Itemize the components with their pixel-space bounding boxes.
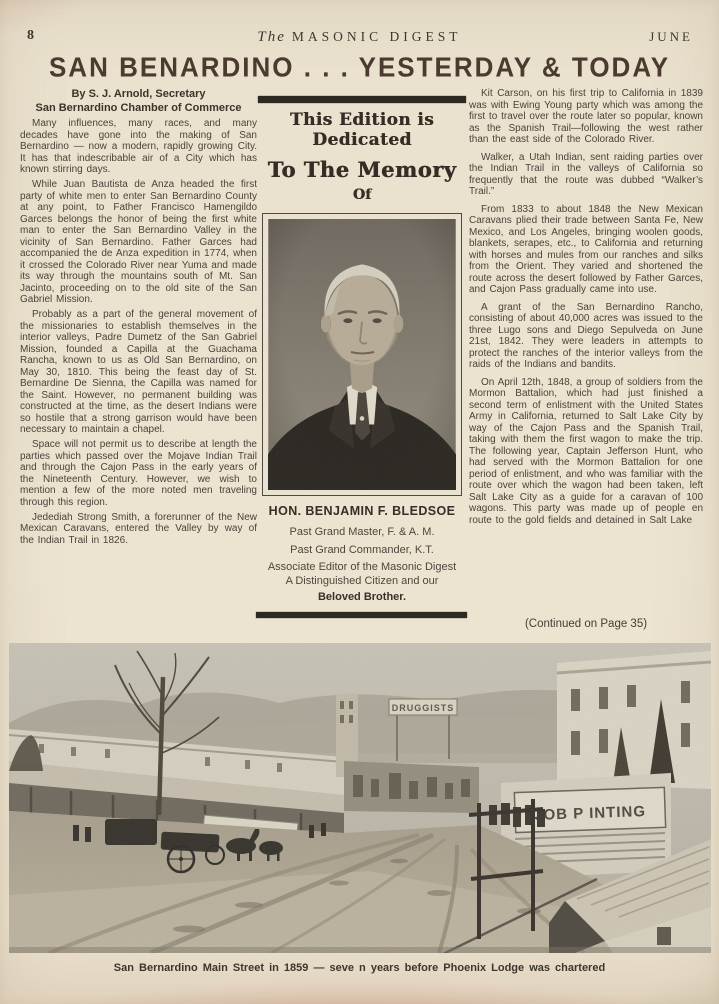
issue-month: JUNE bbox=[649, 29, 693, 44]
continued-note: (Continued on Page 35) bbox=[524, 618, 648, 630]
paragraph: Many influences, many races, and many decades have gone into the making of San Bernardino — now a modern, rapidly growing City. It has that indescribable air of a City which has known stirring days. bbox=[20, 118, 257, 175]
article-title: SAN BENARDINO . . . YESTERDAY & TODAY bbox=[48, 50, 671, 84]
dedication-line-3: Of bbox=[352, 187, 372, 203]
masthead-the: The bbox=[257, 29, 286, 45]
paragraph: Probably as a part of the general movement of the missionaries to establish themselves in the interior valleys, Padre Dumetz of the San Gabriel Mission, founded a Capilla at the Guachama Rancha, known to us as Old San Bernardino, on May 30, 1810. This being the feast day of St. Bernardine De Sienna, the Capilla was named for the Saint. However, no permanent building was constructed at the time, as the desert Indians were so hostile that a strong garrison would have been necessary to maintain a chapel. bbox=[20, 309, 257, 435]
street-photo-frame bbox=[9, 643, 711, 953]
paragraph: Kit Carson, on his first trip to California in 1839 was with Ewing Young party which was among the first to travel over the route later so popular, known as the Spanish Trail—following the west rather than the east side of the Colorado River. bbox=[469, 88, 703, 145]
portrait-role: Associate Editor of the Masonic Digest bbox=[267, 561, 457, 573]
paragraph: While Juan Bautista de Anza headed the first party of white men to enter San Bernardino County at any point, to Father Francisco Hamengildo Garces belongs the honor of being the first white man to enter the San Bernardino Valley in the vicinity of San Bernardino. Father Garces had accompanied the de Anza expedition in 1774, when it crossed the Colorado River near Yuma and made its way through the mountains south of Mt. San Jacinto, proceeding on to the old site of the San Gabriel Mission. bbox=[20, 179, 257, 305]
page-number: 8 bbox=[27, 28, 34, 43]
byline-author: By S. J. Arnold, Secretary bbox=[71, 88, 206, 100]
portrait-role: Past Grand Master, F. & A. M. bbox=[289, 526, 435, 538]
tribute-line-2: Beloved Brother. bbox=[317, 591, 407, 603]
photo-caption: San Bernardino Main Street in 1859 — seve n years before Phoenix Lodge was chartered bbox=[113, 962, 606, 974]
paragraph: Space will not permit us to describe at length the parties which passed over the Mojave Indian Trail and through the Cajon Pass in the early years of the Nineteenth Century. However, we wish to mention a few of the more noted men traveling through this region. bbox=[20, 439, 257, 508]
dedication-line-1: This Edition is Dedicated bbox=[289, 110, 435, 150]
masthead bbox=[0, 28, 719, 46]
street-photo bbox=[9, 643, 711, 953]
dedication-line-2: To The Memory bbox=[267, 157, 457, 182]
dedication-bottom-rule bbox=[256, 612, 467, 618]
paragraph: From 1833 to about 1848 the New Mexican Caravans plied their trade between Santa Fe, New Mexico, and Los Angeles, bringing woolen goods, blankets, serapes, etc., to California and returning with horses and mules from our ranches and silks from the Orient. They varied and shortened the route across the desert followed by Father Garces, and Cajon Pass gradually came into use. bbox=[469, 203, 703, 295]
left-column bbox=[20, 88, 257, 550]
tribute bbox=[254, 573, 470, 605]
dedication-top-rule bbox=[258, 96, 466, 103]
paragraph: A grant of the San Bernardino Rancho, consisting of about 40,000 acres was issued to the three Lugo sons and Diego Sepulveda on June 21st, 1842. They were leaders in attempts to protect the ranches of the interior valleys from the raids of the Indians and bandits. bbox=[469, 301, 703, 370]
paragraph: On April 12th, 1848, a group of soldiers from the Mormon Battalion, which had just finished a second term of enlistment with the United States Army in California, returned to Salt Lake City by way of the Cajon Pass and the Spanish Trail, taking with them the first wagon to make the trip. The following year, Captain Jefferson Hunt, who had served with the Mormon Battalion for one period of enlistment, and who was familiar with the route over which the wagon had been taken, left Salt Lake City as a guide for a caravan of 100 wagons. This party was made up of people en route to the gold fields and detained in Salt Lake bbox=[469, 376, 703, 526]
right-column bbox=[469, 88, 703, 532]
tribute-line-1: A Distinguished Citizen and our bbox=[285, 575, 439, 587]
masthead-title: MASONIC DIGEST bbox=[291, 29, 462, 44]
portrait-roles bbox=[250, 524, 474, 577]
paragraph: Jedediah Strong Smith, a forerunner of the New Mexican Caravans, entered the Valley by way of the Indian Trail in 1826. bbox=[20, 511, 257, 546]
byline-org: San Bernardino Chamber of Commerce bbox=[35, 101, 242, 114]
portrait-name: HON. BENJAMIN F. BLEDSOE bbox=[268, 504, 456, 518]
portrait-role: Past Grand Commander, K.T. bbox=[290, 543, 434, 556]
portrait-photo bbox=[268, 219, 456, 490]
portrait-photo-frame bbox=[262, 213, 462, 496]
dedication-heading bbox=[254, 110, 470, 203]
paragraph: Walker, a Utah Indian, sent raiding parties over the Indian Trail in the valleys of California so frequently that the route was dubbed “Walker’s Trail.” bbox=[469, 151, 703, 197]
byline bbox=[20, 88, 257, 115]
